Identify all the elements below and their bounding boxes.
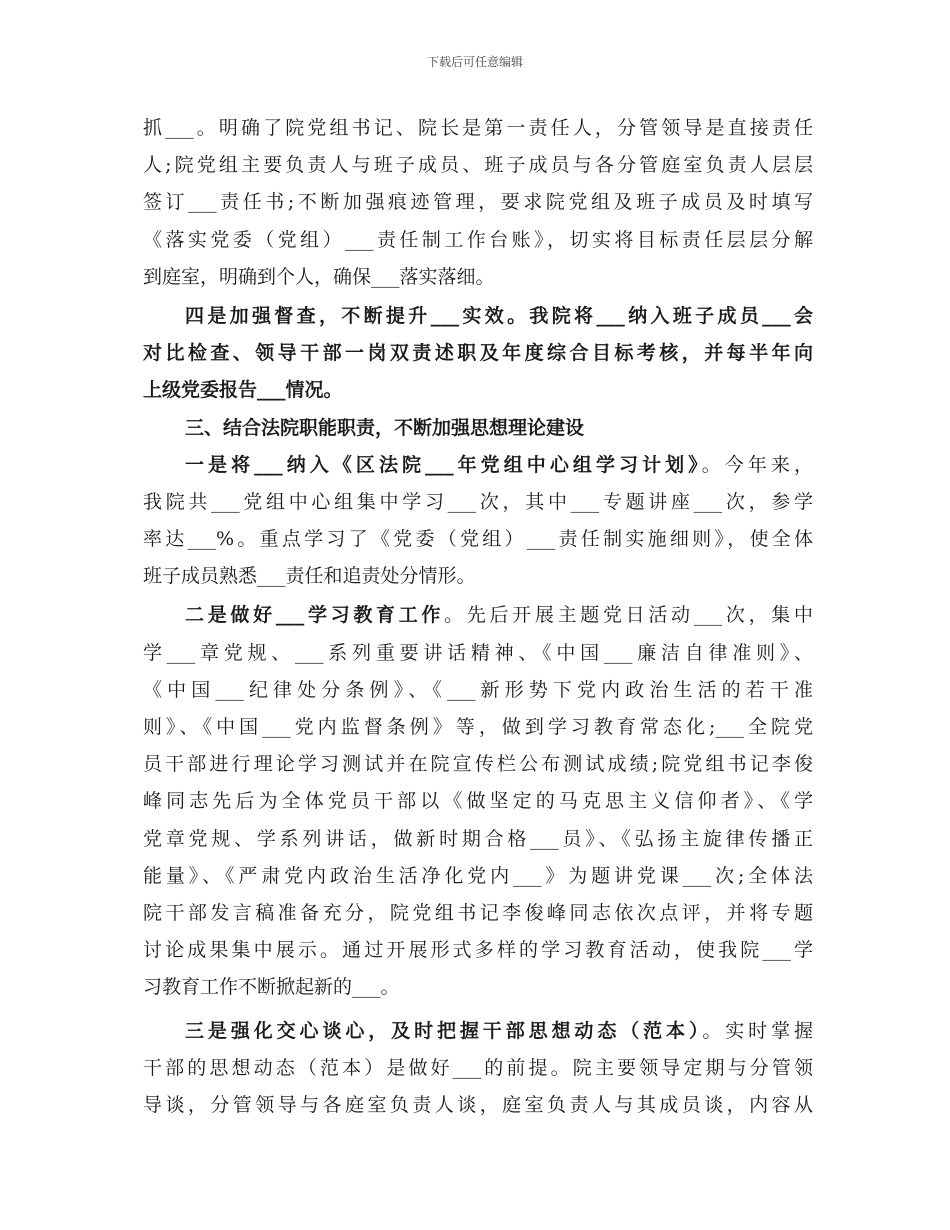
text-line: 签订___责任书;不断加强痕迹管理，要求院党组及班子成员及时填写 <box>143 191 813 214</box>
text-line: 《落实党委（党组）___责任制工作台账》，切实将目标责任层层分解 <box>143 228 813 251</box>
text-line: 讨论成果集中展示。通过开展形式多样的学习教育活动，使我院___学 <box>143 939 813 962</box>
text-line: 班子成员熟悉___责任和追责处分情形。 <box>143 565 476 588</box>
text-line: 峰同志先后为全体党员干部以《做坚定的马克思主义信仰者》、《学 <box>143 790 813 813</box>
document-body <box>143 110 813 1124</box>
text-line: 人;院党组主要负责人与班子成员、班子成员与各分管庭室负责人层层 <box>143 154 813 177</box>
text-line: 习教育工作不断掀起新的___。 <box>143 976 400 999</box>
text-line: 则》、《中国___党内监督条例》等，做到学习教育常态化;___全院党 <box>143 716 813 738</box>
text-line: 二是做好___学习教育工作。先后开展主题党日活动___次，集中 <box>185 604 813 627</box>
text-line-bold: 对比检查、领导干部一岗双责述职及年度综合目标考核，并每半年向 <box>143 342 813 365</box>
text-line: 导谈，分管领导与各庭室负责人谈，庭室负责人与其成员谈，内容从 <box>143 1093 813 1116</box>
text-line: 一是将___纳入《区法院___年党组中心组学习计划》。今年来， <box>185 453 813 476</box>
text-line-bold: 上级党委报告___情况。 <box>143 379 343 402</box>
text-line: 抓___。明确了院党组书记、院长是第一责任人，分管领导是直接责任 <box>143 117 813 139</box>
text-line-bold: 四是加强督查，不断提升___实效。我院将___纳入班子成员___会 <box>185 304 813 327</box>
page-header: 下载后可任意编辑 <box>426 55 523 69</box>
text-line: 员干部进行理论学习测试并在院宣传栏公布测试成绩;院党组书记李俊 <box>143 753 813 776</box>
text-line: 我院共___党组中心组集中学习___次，其中___专题讲座___次，参学 <box>143 490 813 513</box>
text-line: 三是强化交心谈心，及时把握干部思想动态（范本）。实时掌握 <box>185 1019 813 1042</box>
text-line: 率达___%。重点学习了《党委（党组）___责任制实施细则》，使全体 <box>143 528 813 551</box>
text-line: 《中国___纪律处分条例》、《___新形势下党内政治生活的若干准 <box>143 678 813 701</box>
text-line: 院干部发言稿准备充分，院党组书记李俊峰同志依次点评，并将专题 <box>143 901 813 924</box>
text-line: 干部的思想动态（范本）是做好___的前提。院主要领导定期与分管领 <box>143 1056 813 1079</box>
text-line: 学___章党规、___系列重要讲话精神、《中国___廉洁自律准则》、 <box>143 641 813 664</box>
text-line: 到庭室，明确到个人，确保___落实落细。 <box>143 265 495 288</box>
section-heading: 三、结合法院职能职责，不断加强思想理论建设 <box>185 416 585 439</box>
text-line: 党章党规、学系列讲话，做新时期合格___员》、《弘扬主旋律传播正 <box>143 827 813 850</box>
text-line: 能量》、《严肃党内政治生活净化党内___》为题讲党课___次;全体法 <box>143 864 813 887</box>
